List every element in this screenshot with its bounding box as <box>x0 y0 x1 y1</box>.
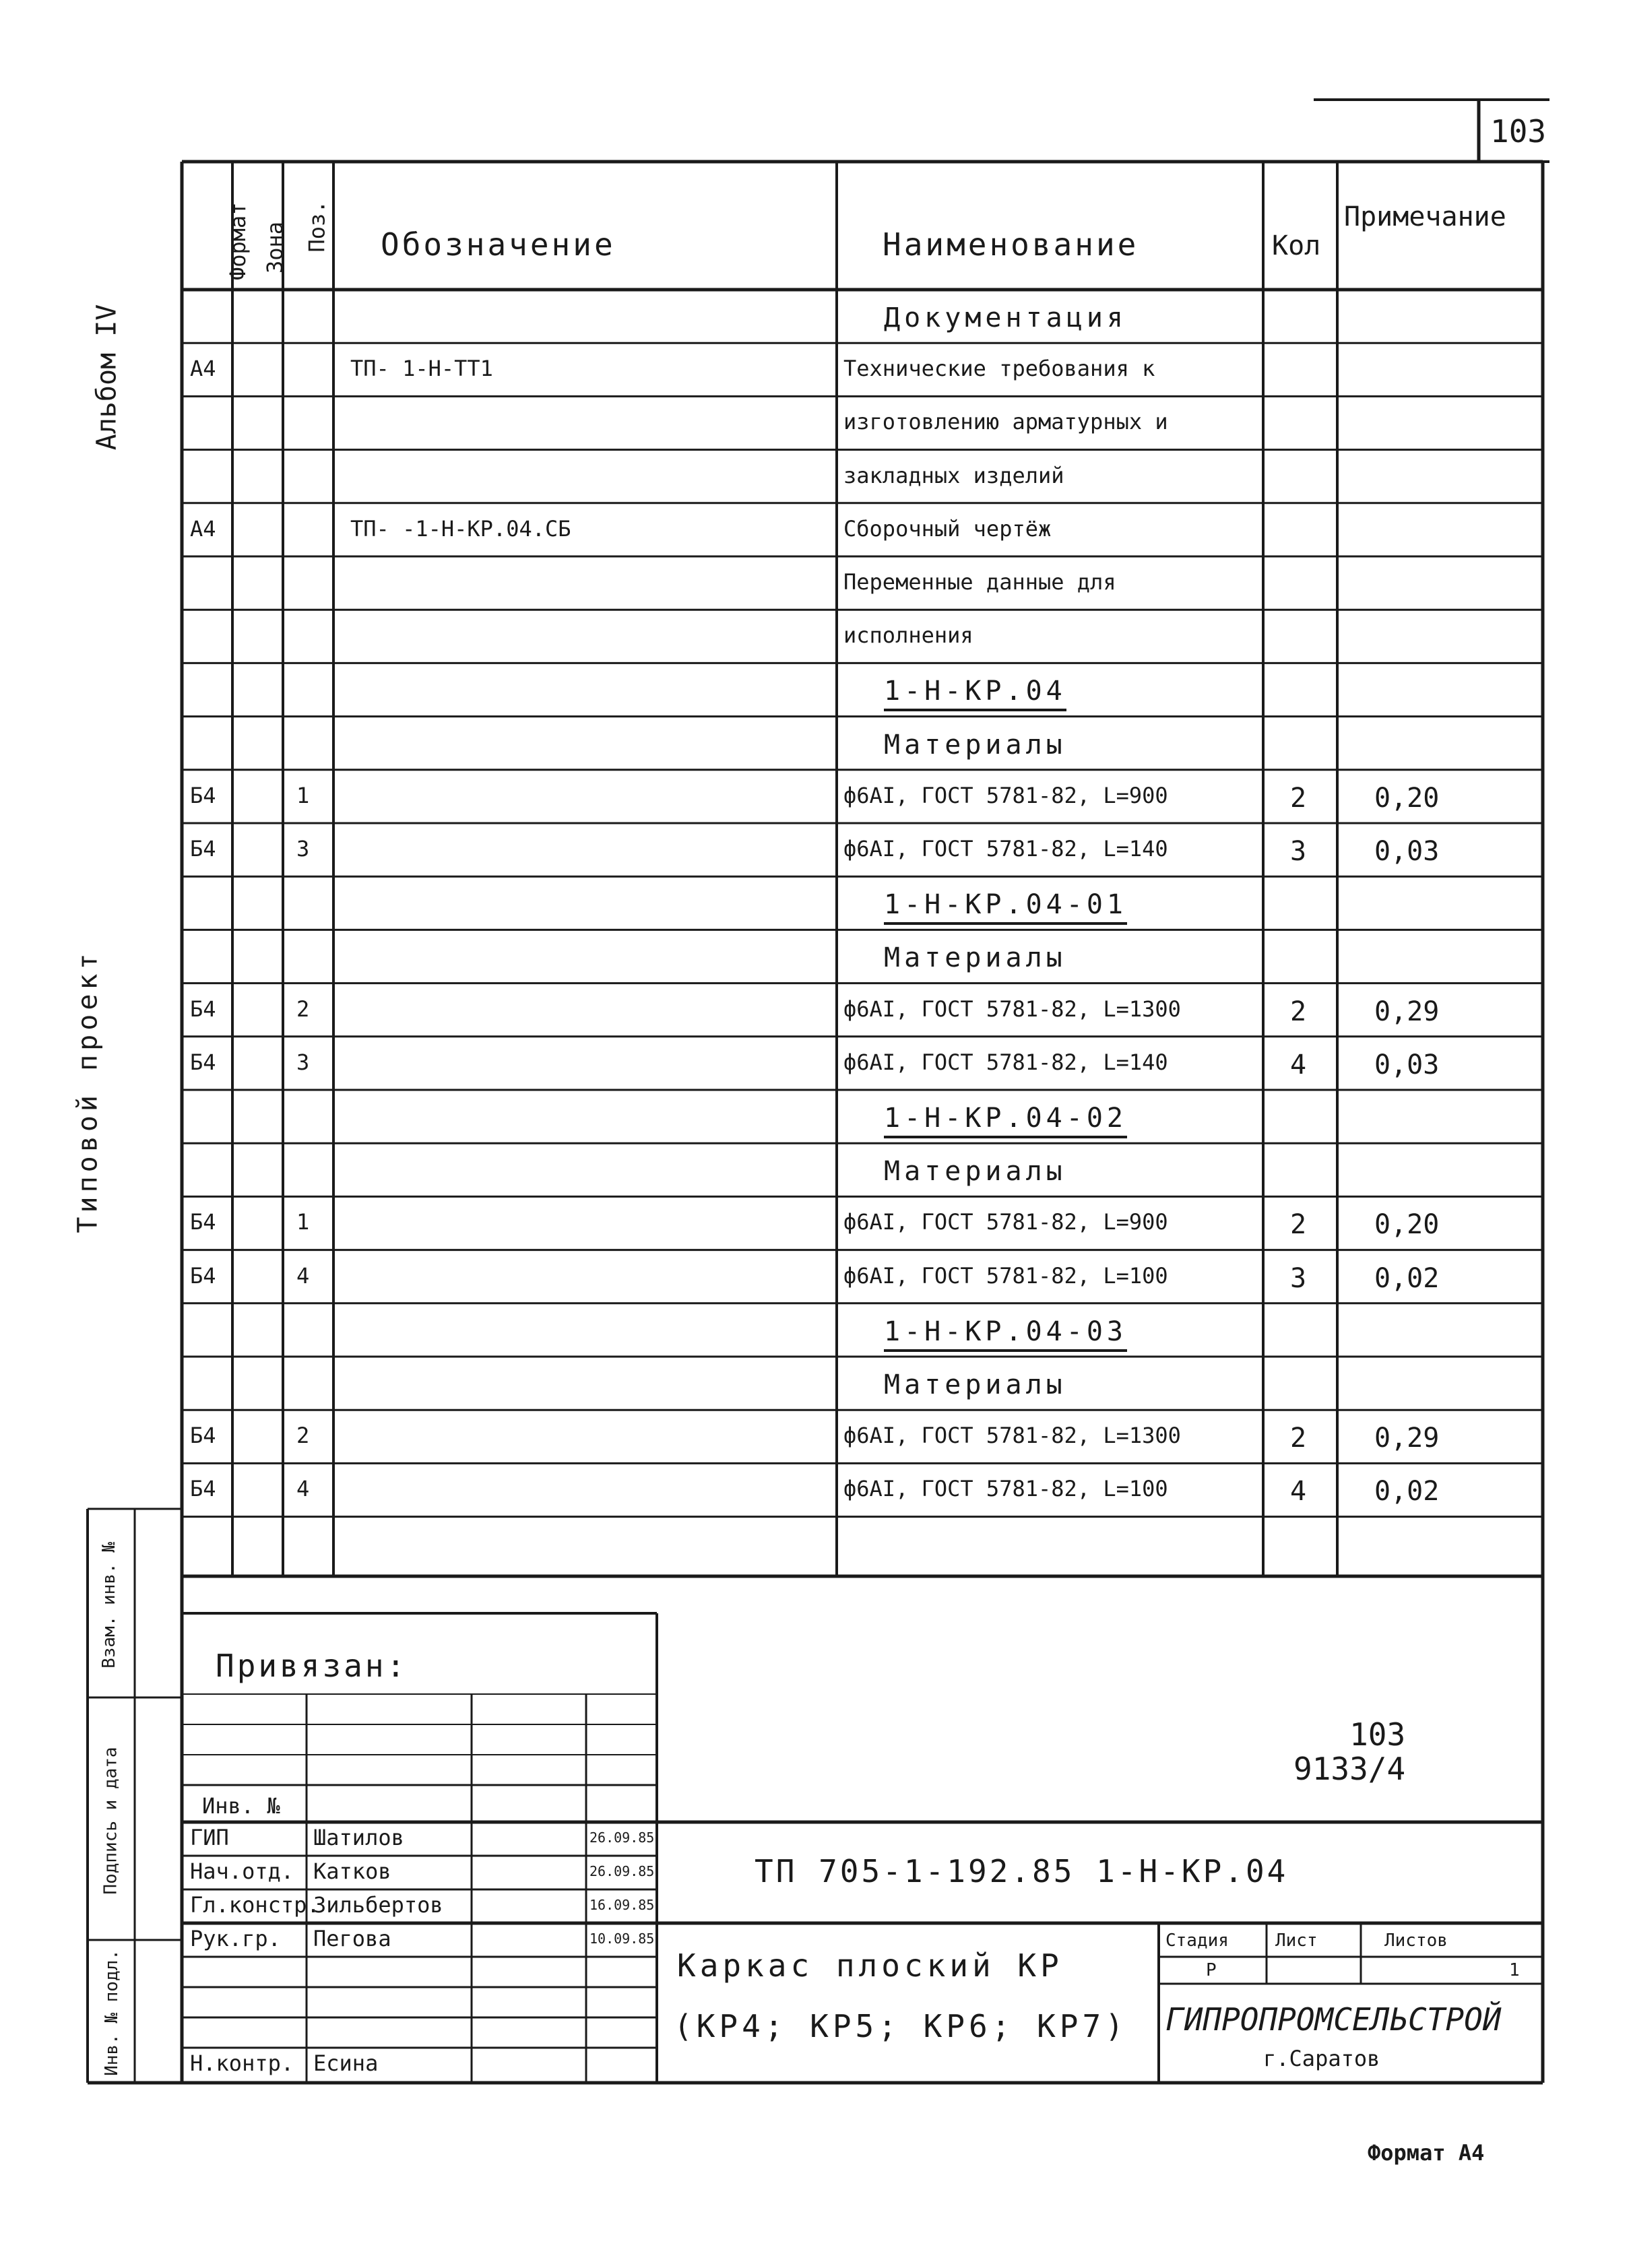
cell-name: Материалы <box>884 1369 1066 1400</box>
sheets-value: 1 <box>1509 1960 1520 1980</box>
cell-name: изготовлению арматурных и <box>843 409 1168 435</box>
cell-note: 0,02 <box>1374 1262 1440 1294</box>
cell-name: 1-Н-КР.04-01 <box>884 891 1127 925</box>
organization-name: ГИПРОПРОМСЕЛЬСТРОЙ <box>1165 2001 1502 2038</box>
cell-name: ф6АI, ГОСТ 5781-82, L=1300 <box>843 1423 1181 1449</box>
cell-format: Б4 <box>190 1476 216 1502</box>
document-code: ТП 705-1-192.85 1-Н-КР.04 <box>755 1853 1289 1889</box>
cell-qty: 3 <box>1290 1262 1307 1294</box>
signatory-name: Пегова <box>313 1926 391 1951</box>
cell-format: Б4 <box>190 1262 216 1289</box>
signatory-name: Есина <box>313 2050 379 2076</box>
stage-label: Стадия <box>1165 1931 1229 1951</box>
reference-number: 103 9133/4 <box>1293 1716 1406 1787</box>
cell-format: А4 <box>190 356 216 382</box>
cell-qty: 4 <box>1290 1049 1307 1080</box>
header-pos: Поз. <box>304 200 330 253</box>
cell-note: 0,02 <box>1374 1476 1440 1508</box>
cell-qty: 4 <box>1290 1476 1307 1508</box>
cell-format: Б4 <box>190 996 216 1022</box>
cell-name: Технические требования к <box>843 356 1155 382</box>
cell-note: 0,29 <box>1374 996 1440 1027</box>
signatory-role: Гл.констр. <box>190 1892 320 1918</box>
cell-note: 0,29 <box>1374 1423 1440 1454</box>
cell-designation: ТП- -1-Н-КР.04.СБ <box>350 515 571 542</box>
cell-format: Б4 <box>190 1209 216 1235</box>
cell-note: 0,20 <box>1374 1209 1440 1241</box>
header-format: Формат <box>225 202 251 280</box>
cell-note: 0,20 <box>1374 782 1440 814</box>
cell-note: 0,03 <box>1374 836 1440 867</box>
cell-qty: 2 <box>1290 782 1307 814</box>
signatory-name: Зильбертов <box>313 1892 443 1918</box>
cell-name: ф6АI, ГОСТ 5781-82, L=100 <box>843 1476 1168 1502</box>
signatory-date: 26.09.85 <box>589 1863 655 1879</box>
linked-label: Привязан: <box>216 1648 408 1684</box>
cell-name: Переменные данные для <box>843 569 1116 595</box>
cell-name: ф6АI, ГОСТ 5781-82, L=100 <box>843 1262 1168 1289</box>
substitute-inv-label: Взам. инв. № <box>98 1542 119 1668</box>
signatory-name: Шатилов <box>313 1825 404 1850</box>
cell-name: Материалы <box>884 729 1066 760</box>
sheets-label: Листов <box>1384 1931 1448 1951</box>
cell-format: Б4 <box>190 1049 216 1075</box>
cell-format: Б4 <box>190 782 216 808</box>
cell-designation: ТП- 1-Н-ТТ1 <box>350 356 493 382</box>
project-label: Типовой проект <box>72 949 104 1233</box>
cell-pos: 2 <box>296 1423 310 1449</box>
cell-qty: 2 <box>1290 1423 1307 1454</box>
cell-name: Материалы <box>884 942 1066 974</box>
signatory-role: ГИП <box>190 1825 229 1850</box>
cell-format: Б4 <box>190 1423 216 1449</box>
cell-name: ф6АI, ГОСТ 5781-82, L=1300 <box>843 996 1181 1022</box>
header-note: Примечание <box>1344 201 1506 232</box>
signatory-date: 10.09.85 <box>589 1931 655 1947</box>
cell-pos: 3 <box>296 836 310 862</box>
cell-pos: 3 <box>296 1049 310 1075</box>
stage-value: Р <box>1206 1960 1217 1980</box>
header-zone: Зона <box>262 221 288 273</box>
cell-pos: 1 <box>296 782 310 808</box>
header-qty: Кол <box>1272 230 1321 261</box>
cell-qty: 3 <box>1290 836 1307 867</box>
signatory-date: 16.09.85 <box>589 1897 655 1913</box>
cell-name: ф6АI, ГОСТ 5781-82, L=140 <box>843 1049 1168 1075</box>
cell-format: Б4 <box>190 836 216 862</box>
cell-pos: 1 <box>296 1209 310 1235</box>
cell-name: ф6АI, ГОСТ 5781-82, L=900 <box>843 782 1168 808</box>
title-line1: Каркас плоский КР <box>677 1947 1063 1984</box>
format-footer: Формат А4 <box>1368 2140 1485 2166</box>
signatory-role: Нач.отд. <box>190 1858 294 1884</box>
signature-date-label: Подпись и дата <box>100 1747 121 1895</box>
inv-no-label: Инв. № <box>202 1793 280 1819</box>
cell-name: Документация <box>884 302 1127 333</box>
cell-name: закладных изделий <box>843 462 1064 488</box>
cell-pos: 4 <box>296 1476 310 1502</box>
cell-pos: 2 <box>296 996 310 1022</box>
signatory-date: 26.09.85 <box>589 1829 655 1846</box>
organization-city: г.Саратов <box>1263 2046 1380 2071</box>
cell-name: Материалы <box>884 1156 1066 1188</box>
cell-qty: 2 <box>1290 996 1307 1027</box>
cell-name: ф6АI, ГОСТ 5781-82, L=900 <box>843 1209 1168 1235</box>
cell-name: 1-Н-КР.04 <box>884 678 1066 711</box>
album-label: Альбом IV <box>91 304 123 451</box>
header-designation: Обозначение <box>381 226 616 263</box>
header-name: Наименование <box>883 226 1139 263</box>
cell-name: исполнения <box>843 622 973 649</box>
cell-name: Сборочный чертёж <box>843 515 1052 542</box>
original-inv-label: Инв. № подл. <box>101 1949 122 2076</box>
cell-note: 0,03 <box>1374 1049 1440 1080</box>
cell-qty: 2 <box>1290 1209 1307 1241</box>
sheet-label: Лист <box>1275 1931 1318 1951</box>
cell-name: 1-Н-КР.04-03 <box>884 1318 1127 1352</box>
signatory-role: Рук.гр. <box>190 1926 281 1951</box>
signatory-name: Катков <box>313 1858 391 1884</box>
cell-name: ф6АI, ГОСТ 5781-82, L=140 <box>843 836 1168 862</box>
cell-pos: 4 <box>296 1262 310 1289</box>
signatory-role: Н.контр. <box>190 2050 294 2076</box>
cell-format: А4 <box>190 515 216 542</box>
title-line2: (КР4; КР5; КР6; КР7) <box>674 2008 1128 2044</box>
cell-name: 1-Н-КР.04-02 <box>884 1105 1127 1138</box>
page-number: 103 <box>1490 113 1547 150</box>
